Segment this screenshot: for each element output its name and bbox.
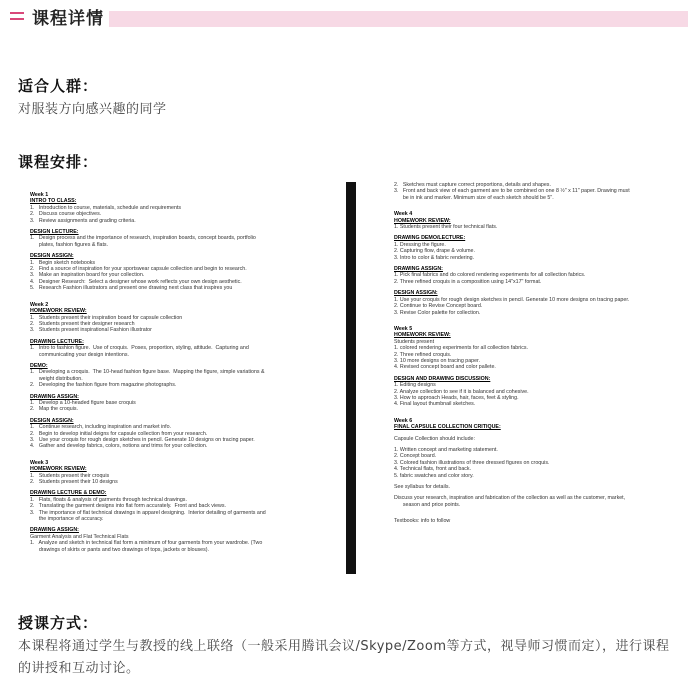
syllabus-line: 3. The importance of flat technical drawings in apparel designing. Interior detailing of garments and the importance of accuracy. xyxy=(30,509,266,523)
syllabus-line: 2. Find a source of inspiration for your sportswear capsule collection and begin to research. xyxy=(30,266,247,273)
subsection-heading: DRAWING ASSIGN: xyxy=(394,266,443,273)
syllabus-line: 1. Use your croquis for rough design sketches in pencil. Generate 10 more designs on tracing paper. xyxy=(394,296,630,303)
syllabus-line: 3. 10 more designs on tracing paper. xyxy=(394,357,480,364)
schedule-heading: 课程安排： xyxy=(18,153,99,171)
syllabus-line: 2. Students present their 10 designs xyxy=(30,479,118,486)
subsection-heading: DEMO: xyxy=(30,362,48,369)
syllabus-line: 1. Dressing the figure. xyxy=(394,241,446,248)
subsection-heading: FINAL CAPSULE COLLECTION CRITIQUE: xyxy=(394,424,501,431)
method-text-line-1: 本课程将通过学生与教授的线上联络（一般采用腾讯会议/Skype/Zoom等方式，视导师习惯而定），进行课程 xyxy=(18,639,670,654)
syllabus-page-right xyxy=(394,182,682,574)
syllabus-line: 1. Students present their croquis xyxy=(30,472,110,479)
syllabus-line: 1. Flats, floats & analysis of garments through technical drawings. xyxy=(30,496,187,503)
syllabus-line: 1. Developing a croquis. The 10-head fashion figure base. Mapping the figure, simple variations & weight distribution. xyxy=(30,369,265,382)
syllabus-line: 3. Make an inspiration board for your collection. xyxy=(30,272,145,279)
syllabus-line: 1. Written concept and marketing statement. xyxy=(394,447,498,453)
subsection-heading: DESIGN AND DRAWING DISCUSSION: xyxy=(394,375,491,382)
syllabus-line: 3. Review assignments and grading criteria. xyxy=(30,217,136,224)
subsection-heading: DESIGN ASSIGN: xyxy=(30,417,74,424)
syllabus-line: Students present xyxy=(394,338,435,345)
audience-text: 对服装方向感兴趣的同学 xyxy=(18,102,167,117)
week-heading: Week 4 xyxy=(394,211,413,218)
week-heading: Week 1 xyxy=(30,192,49,198)
syllabus-line: 3. How to approach Heads, hair, faces, feet & styling. xyxy=(394,394,519,401)
syllabus-line: 1. Pick final fabrics and do colored rendering experiments for all collection fabrics. xyxy=(394,272,586,279)
syllabus-line: 1. Students present their four technical flats. xyxy=(394,224,498,231)
subsection-heading: DRAWING DEMO/LECTURE: xyxy=(394,235,466,242)
syllabus-line: 4. Designer Research: Select a designer whose work reflects your own design aesthetic. xyxy=(30,278,242,285)
syllabus-line: 1. Design process and the importance of research, inspiration boards, concept boards, portfolio plates, fashion figures & flats. xyxy=(30,235,256,248)
subsection-heading: DESIGN LECTURE: xyxy=(30,229,79,236)
syllabus-right-text xyxy=(394,182,682,525)
syllabus-line: 1. Continue research, including inspiration and market info. xyxy=(30,424,172,431)
subsection-heading: INTRO TO CLASS: xyxy=(30,198,77,205)
syllabus-line: 2. Analyze collection to see if it is balanced and cohesive. xyxy=(394,388,529,395)
subsection-heading: HOMEWORK REVIEW: xyxy=(30,308,87,315)
syllabus-line: 2. Map the croquis. xyxy=(30,406,78,413)
subsection-heading: HOMEWORK REVIEW: xyxy=(394,217,451,224)
week-heading: Week 3 xyxy=(30,459,49,466)
method-text-line-2: 的讲授和互动讨论。 xyxy=(18,661,140,676)
subsection-heading: DESIGN ASSIGN: xyxy=(30,253,74,260)
syllabus-line: 5. fabric swatches and color story. xyxy=(394,472,474,479)
syllabus-line: Capsule Collection should include: xyxy=(394,435,475,442)
syllabus-line: 1. Analyze and sketch in technical flat form a minimum of four garments from your wardrobe. (Two drawings of skirts or pants and two drawings of tops, jackets or blouses). xyxy=(30,540,263,553)
syllabus-line: Garment Analysis and Flat Technical Flats xyxy=(30,533,129,540)
section-title: 课程详情 xyxy=(32,9,104,29)
syllabus-line: 1. Develop a 10-headed figure base croquis xyxy=(30,399,136,406)
menu-lines-icon xyxy=(10,12,24,24)
subsection-heading: HOMEWORK REVIEW: xyxy=(30,466,87,473)
syllabus-line: 3. Revise Color palette for collection. xyxy=(394,309,481,316)
week-heading: Week 2 xyxy=(30,301,49,308)
week-heading: Week 6 xyxy=(394,417,413,424)
syllabus-line: 3. Intro to color & fabric rendering. xyxy=(394,254,475,261)
syllabus-line: 2. Capturing flow, drape & volume. xyxy=(394,248,475,255)
subsection-heading: DRAWING LECTURE: xyxy=(30,338,84,345)
syllabus-line: 4. Gather and develop fabrics, colors, notions and trims for your collection. xyxy=(30,443,208,450)
syllabus-line: Textbooks: info to follow xyxy=(394,518,451,525)
audience-heading: 适合人群： xyxy=(18,77,99,95)
syllabus-left-text xyxy=(30,192,338,553)
syllabus-line: 2. Developing the fashion figure from magazine photographs. xyxy=(30,382,177,389)
method-heading: 授课方式： xyxy=(18,614,99,632)
syllabus-page-left xyxy=(30,182,338,574)
week-heading: Week 5 xyxy=(394,325,413,332)
syllabus-line: 2. Students present their designer research xyxy=(30,320,135,327)
syllabus-line: 2. Begin to develop initial deigns for capsule collection from your research. xyxy=(30,430,208,437)
syllabus-line: 4. Final layout thumbnail sketches. xyxy=(394,401,476,408)
syllabus-line: 2. Concept board. xyxy=(394,453,437,460)
syllabus-line: Discuss your research, inspiration and fabrication of the collection as well as the customer, market, season and price points. xyxy=(394,495,626,508)
syllabus-line: 4. Revised concept board and color pallete. xyxy=(394,364,496,371)
syllabus-line: 5. Research Fashion illustrators and present one drawing next class that inspires you xyxy=(30,285,233,292)
syllabus-line: 4. Technical flats, front and back. xyxy=(394,466,472,473)
subsection-heading: DRAWING LECTURE & DEMO: xyxy=(30,490,107,497)
syllabus-line: 2. Three refined croquis. xyxy=(394,351,452,358)
syllabus-line: 1. Begin sketch notebooks xyxy=(30,259,96,266)
subsection-heading: HOMEWORK REVIEW: xyxy=(394,332,451,339)
syllabus-line: 1. Students present their inspiration board for capsule collection xyxy=(30,314,183,321)
subsection-heading: DESIGN ASSIGN: xyxy=(394,290,438,297)
syllabus-line: 2. Translating the garment designs into flat form accurately. Front and back views. xyxy=(30,503,226,510)
syllabus-line: 1. Intro to fashion figure. Use of croquis. Poses, proportion, styling, attitude. Capturing and communicating your design intentions. xyxy=(30,345,249,358)
syllabus-line: 2. Sketches must capture correct proportions, details and shapes. xyxy=(394,182,551,188)
syllabus-line: See syllabus for details. xyxy=(394,484,450,491)
syllabus-line: 1. Editing designs xyxy=(394,382,436,389)
syllabus-line: 1. Introduction to course, materials, schedule and requirements xyxy=(30,204,182,211)
syllabus-line: 3. Front and back view of each garment are to be combined on one 8 ½" x 11" paper. Drawing must be in ink and marker. Minimum size of each sketch should be 5". xyxy=(394,188,630,201)
header-accent-bar xyxy=(109,11,688,27)
syllabus-line: 3. Students present inspirational Fashion illustrator xyxy=(30,327,152,334)
syllabus-line: 1. colored rendering experiments for all collection fabrics. xyxy=(394,345,528,352)
syllabus-line: 3. Colored fashion illustrations of three dressed figures on croquis. xyxy=(394,459,550,466)
syllabus-line: 2. Three refined croquis in a composition using 14"x17" format. xyxy=(394,278,542,285)
syllabus-line: 2. Discuss course objectives. xyxy=(30,211,102,218)
page-divider xyxy=(346,182,356,574)
section-header xyxy=(0,8,694,30)
syllabus-line: 3. Use your croquis for rough design sketches in pencil. Generate 10 designs on tracing paper. xyxy=(30,437,255,443)
syllabus-line: 2. Continue to Revise Concept board. xyxy=(394,303,483,310)
subsection-heading: DRAWING ASSIGN: xyxy=(30,527,79,534)
subsection-heading: DRAWING ASSIGN: xyxy=(30,393,79,400)
